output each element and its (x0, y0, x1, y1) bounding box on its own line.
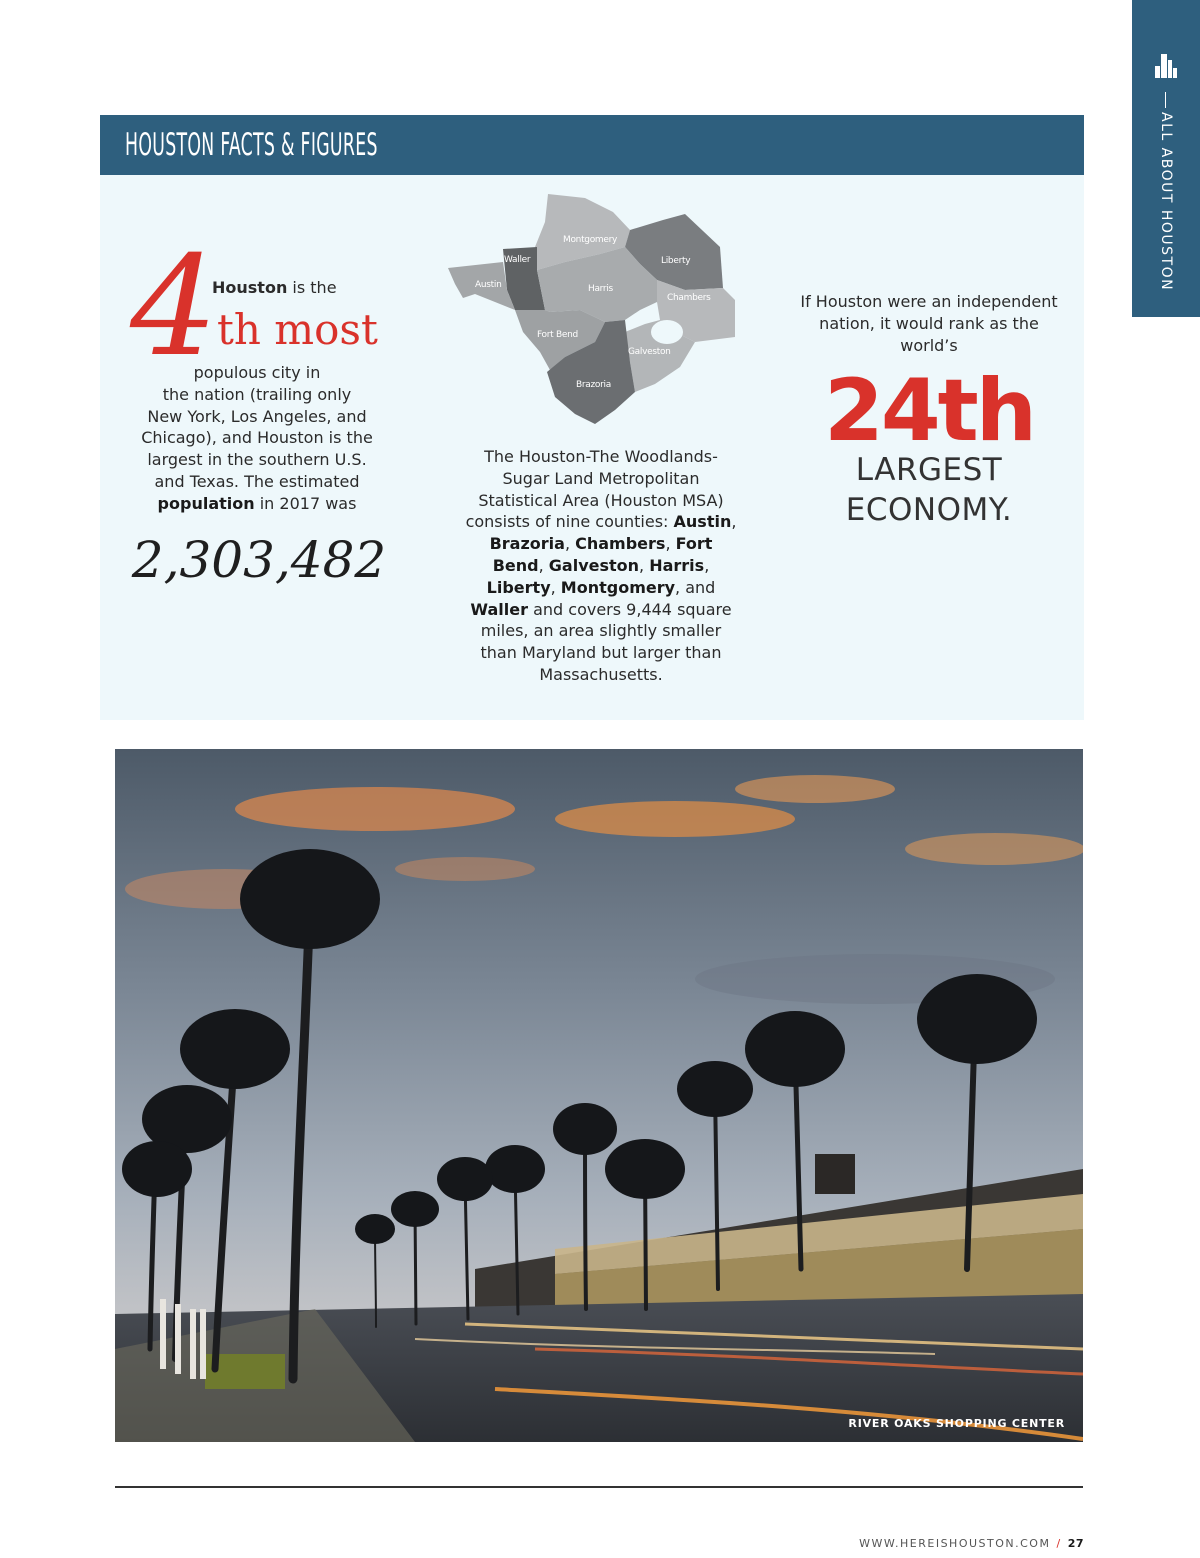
county-harris-text: Harris (649, 555, 705, 575)
map-label-harris: Harris (588, 284, 613, 294)
city-skyline-icon (1155, 54, 1177, 78)
population-number: 2,303,482 (131, 531, 387, 589)
section-label: ALL ABOUT HOUSTON (1158, 112, 1174, 292)
para-line-rest: in 2017 was (254, 493, 357, 513)
map-label-liberty: Liberty (661, 256, 691, 266)
map-label-chambers: Chambers (667, 293, 711, 303)
economy-rank: 24th (823, 361, 1034, 461)
tab-divider (1165, 92, 1166, 108)
th-most-headline: th most (217, 305, 378, 354)
river-oaks-photo (115, 749, 1083, 1442)
map-label-waller: Waller (504, 255, 531, 265)
section-tab (1132, 0, 1200, 317)
county-brazoria-text: Brazoria (489, 534, 565, 554)
map-label-fort-bend: Fort Bend (537, 330, 578, 340)
para-line: New York, Los Angeles, and (147, 406, 367, 426)
county-liberty-text: Liberty (486, 577, 551, 597)
para-line (135, 493, 379, 515)
economy-label (800, 450, 1058, 530)
photo-illustration (115, 749, 1083, 1442)
photo-caption: RIVER OAKS SHOPPING CENTER (848, 1417, 1065, 1430)
msa-paragraph: The Houston-The Woodlands-Sugar Land Metropolitan Statistical Area (Houston MSA) consists of nine counties: Austin, Brazoria, Chambers, Fort Bend, Galveston, Harris, Liberty, Montgomery, and Waller and covers 9,444 square miles, an area slightly smaller than Maryland but larger than Massachusetts. (465, 447, 737, 684)
map-label-galveston: Galveston (628, 347, 671, 357)
para-line: the nation (trailing only (162, 384, 352, 404)
footer-separator: / (1056, 1537, 1062, 1550)
section-header (100, 115, 1084, 175)
para-line: populous city in (193, 363, 321, 382)
county-chambers-text: Chambers (575, 534, 666, 554)
county-waller-text: Waller (470, 599, 528, 619)
economy-label-line1: LARGEST (855, 452, 1003, 488)
msa-intro: The Houston-The Woodlands-Sugar Land Metropolitan Statistical Area (Houston MSA) consists of nine counties: (465, 447, 724, 532)
population-paragraph (135, 362, 379, 515)
population-bold: population (157, 493, 255, 513)
county-montgomery-text: Montgomery (560, 577, 676, 597)
map-label-brazoria: Brazoria (576, 380, 611, 390)
county-map (445, 192, 740, 432)
website-url: WWW.HEREISHOUSTON.COM (859, 1537, 1051, 1550)
big-digit-four: 4 (130, 226, 218, 387)
county-austin-text: Austin (673, 512, 732, 532)
intro-bold: Houston (212, 278, 288, 297)
county-galveston-text: Galveston (548, 555, 640, 575)
para-line: largest in the southern U.S. (147, 450, 367, 470)
economy-intro: If Houston were an independent nation, it would rank as the world’s (800, 292, 1058, 355)
footer-divider (115, 1486, 1083, 1488)
para-line: Chicago), and Houston is the (141, 428, 373, 448)
galveston-bay (651, 320, 683, 344)
map-label-montgomery: Montgomery (563, 235, 618, 245)
county-fort-bend-text: Fort Bend (492, 534, 713, 575)
para-line: and Texas. The estimated (154, 471, 360, 491)
and-word: and (685, 577, 716, 597)
page-number: 27 (1067, 1537, 1084, 1550)
page-footer (859, 1537, 1084, 1550)
map-label-austin: Austin (475, 280, 502, 290)
intro-rest: is the (287, 278, 337, 297)
msa-outro: and covers 9,444 square miles, an area slightly smaller than Maryland but larger than Massachusetts. (480, 599, 732, 684)
economy-label-line2: ECONOMY. (845, 492, 1013, 528)
page-title: HOUSTON FACTS & FIGURES (125, 127, 378, 163)
houston-intro (212, 277, 337, 299)
